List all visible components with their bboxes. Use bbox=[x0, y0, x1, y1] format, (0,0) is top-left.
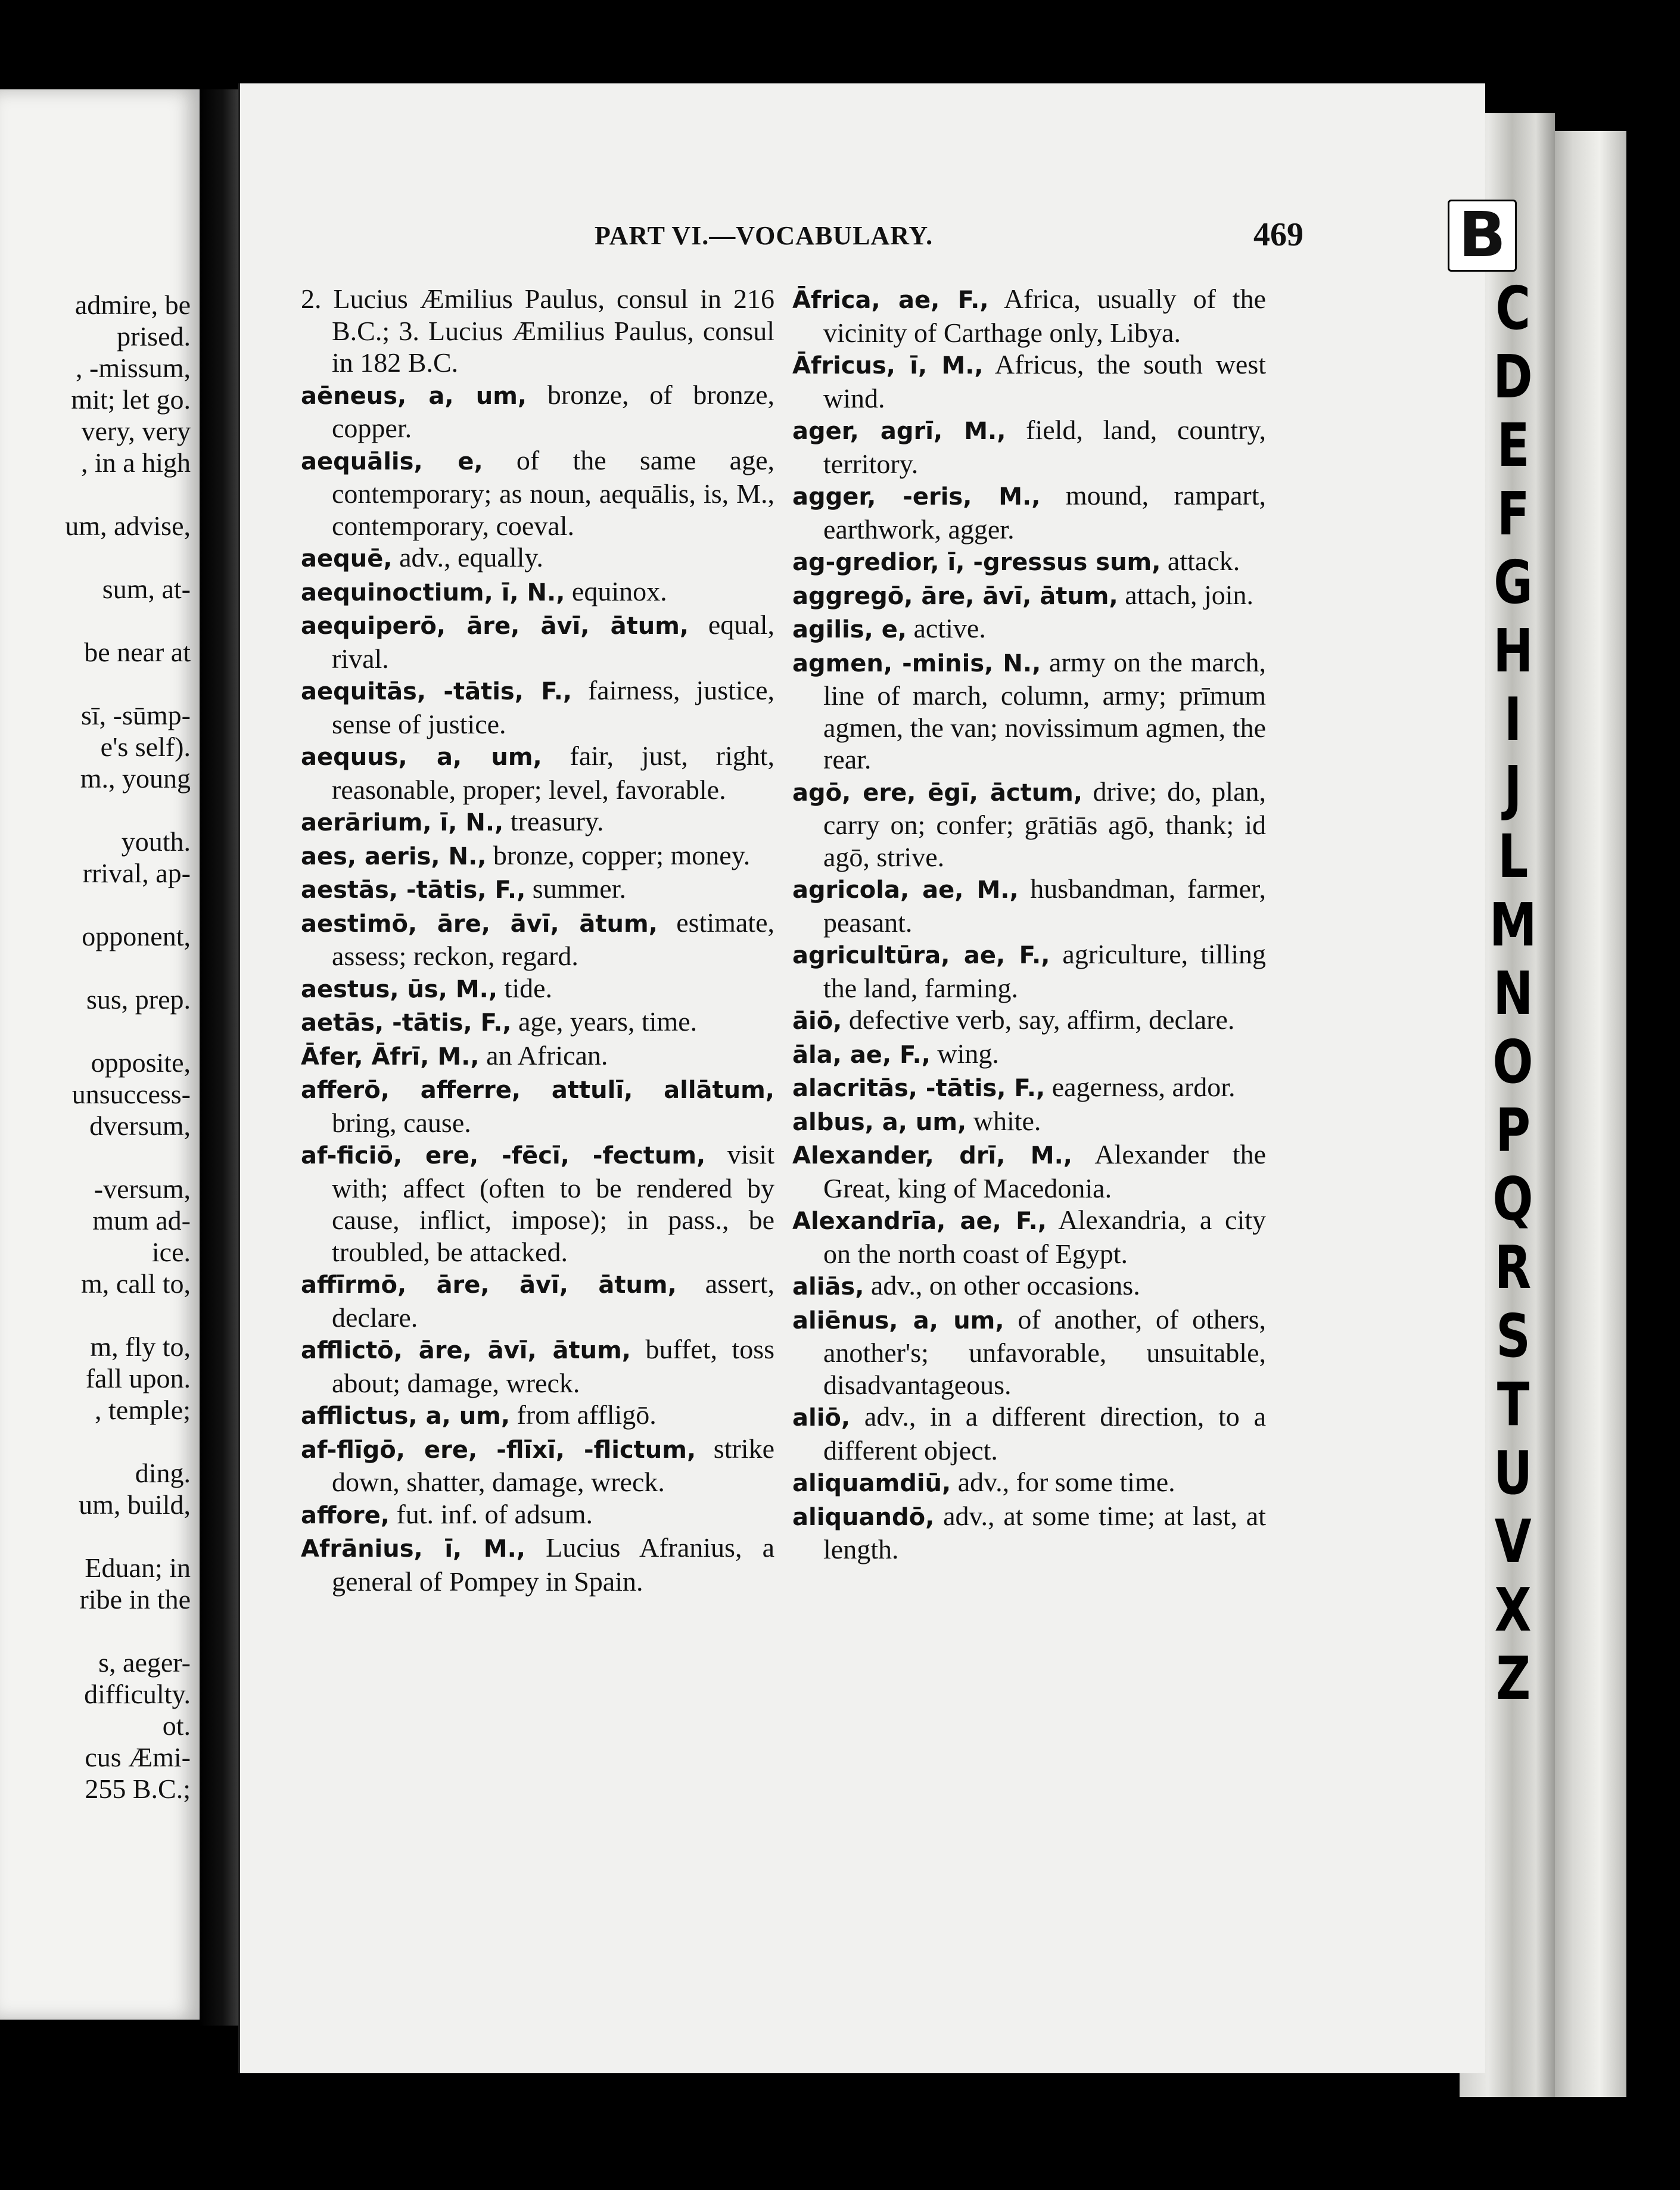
thumb-tab-j[interactable] bbox=[1457, 754, 1570, 822]
header-title: PART VI.—VOCABULARY. bbox=[595, 221, 934, 250]
entry-definition: assert, declare. bbox=[332, 1268, 774, 1333]
entry-headword: alacritās, -tātis, F., bbox=[792, 1075, 1046, 1102]
entry-headword: aestus, ūs, M., bbox=[301, 975, 498, 1003]
left-page-line bbox=[0, 1015, 191, 1047]
entry-headword: af-flīgō, ere, -flīxī, -flictum, bbox=[301, 1436, 696, 1464]
entry-headword: aequē, bbox=[301, 545, 393, 573]
entry-definition: Alexandria, a city on the north coast of Egypt. bbox=[823, 1205, 1267, 1269]
left-page-line: dversum, bbox=[89, 1110, 191, 1141]
left-page-line: cus Æmi- bbox=[85, 1742, 191, 1772]
entry-definition: equal, rival. bbox=[332, 609, 774, 674]
left-page-line: Eduan; in bbox=[85, 1553, 191, 1583]
vocab-entry bbox=[301, 907, 774, 972]
entry-headword: Alexandrīa, ae, F., bbox=[792, 1208, 1047, 1235]
vocab-entry bbox=[792, 283, 1266, 349]
left-page-line: sī, -sūmp- bbox=[81, 700, 191, 730]
entry-headword: agricola, ae, M., bbox=[792, 876, 1019, 904]
entry-headword: agger, -eris, M., bbox=[792, 483, 1041, 511]
vocab-entry bbox=[792, 1270, 1266, 1304]
left-page-line: mum ad- bbox=[92, 1205, 191, 1236]
entry-definition: attach, join. bbox=[1125, 579, 1254, 610]
entry-definition: estimate, assess; reckon, regard. bbox=[332, 907, 775, 971]
thumb-tab-x[interactable] bbox=[1457, 1576, 1570, 1644]
entry-definition: of the same age, contemporary; as noun, aequālis, is, M., contemporary, coeval. bbox=[332, 444, 775, 541]
entry-definition: adv., at some time; at last, at length. bbox=[823, 1500, 1266, 1564]
vocab-entry bbox=[301, 1268, 774, 1333]
thumb-tab-h[interactable] bbox=[1457, 617, 1570, 685]
vocab-entry bbox=[301, 839, 774, 873]
thumb-tab-letter: T bbox=[1497, 1370, 1530, 1439]
vocab-entry bbox=[301, 1433, 774, 1498]
entry-headword: aliquamdiū, bbox=[792, 1470, 951, 1497]
left-page-line: be near at bbox=[84, 637, 191, 667]
vocab-entry bbox=[301, 1498, 774, 1532]
vocab-entry bbox=[792, 1004, 1266, 1038]
entry-headword: aequitās, -tātis, F., bbox=[301, 678, 573, 705]
entry-definition: summer. bbox=[532, 873, 626, 904]
left-page-line: , -missum, bbox=[76, 353, 191, 383]
left-page-line: sus, prep. bbox=[86, 984, 191, 1015]
entry-headword: aetās, -tātis, F., bbox=[301, 1009, 512, 1037]
entry-headword: aequiperō, āre, āvī, ātum, bbox=[301, 612, 689, 640]
vocab-entry bbox=[301, 1333, 774, 1399]
left-page-line: ribe in the bbox=[79, 1584, 191, 1614]
entry-headword: Alexander, drī, M., bbox=[792, 1142, 1072, 1169]
entry-definition: visit with; affect (often to be rendered by cause, inflict, impose); in pass., be troubled, be attacked. bbox=[332, 1139, 774, 1267]
thumb-tab-letter: Z bbox=[1495, 1644, 1530, 1713]
left-page-line bbox=[0, 1520, 191, 1552]
left-page-line: m, call to, bbox=[81, 1268, 191, 1299]
entry-definition: Lucius Afranius, a general of Pompey in Spain. bbox=[332, 1532, 775, 1597]
entry-definition: wing. bbox=[937, 1038, 999, 1069]
left-page-line: prised. bbox=[117, 321, 191, 351]
left-page-line: m., young bbox=[80, 763, 191, 794]
thumb-tab-letter: M bbox=[1489, 890, 1537, 960]
thumb-tab-letter: P bbox=[1495, 1096, 1531, 1165]
page-number: 469 bbox=[1253, 216, 1303, 253]
entry-definition: strike down, shatter, damage, wreck. bbox=[332, 1433, 774, 1497]
entry-headword: Āfrica, ae, F., bbox=[792, 287, 989, 314]
thumb-tab-r[interactable] bbox=[1457, 1233, 1570, 1302]
vocab-entry bbox=[301, 1399, 774, 1433]
entry-definition: army on the march, line of march, column, army; prīmum agmen, the van; novissimum agmen, the rear. bbox=[823, 646, 1266, 774]
vocab-entry bbox=[792, 1038, 1266, 1072]
thumb-tab-e[interactable] bbox=[1457, 411, 1570, 480]
thumb-tab-letter: I bbox=[1504, 685, 1522, 754]
left-page-line: fall upon. bbox=[85, 1363, 191, 1393]
vocab-entry bbox=[301, 283, 774, 379]
thumb-tab-letter: O bbox=[1492, 1027, 1533, 1097]
entry-definition: field, land, country, territory. bbox=[823, 415, 1266, 479]
vocab-entry bbox=[301, 542, 774, 576]
vocab-entry bbox=[301, 1040, 774, 1074]
entry-definition: from affligō. bbox=[517, 1399, 657, 1430]
vocab-entry bbox=[301, 1532, 774, 1597]
running-header bbox=[595, 216, 1303, 256]
entry-definition: fair, just, right, reasonable, proper; level, favorable. bbox=[332, 741, 774, 805]
entry-definition: active. bbox=[913, 613, 986, 643]
thumb-tab-letter: F bbox=[1497, 479, 1530, 549]
thumb-tab-n[interactable] bbox=[1457, 959, 1570, 1028]
left-page bbox=[0, 89, 200, 2020]
left-page-line: mit; let go. bbox=[71, 384, 191, 415]
entry-headword: af-ficiō, ere, -fēcī, -fectum, bbox=[301, 1142, 706, 1169]
entry-headword: Āfer, Āfrī, M., bbox=[301, 1043, 480, 1071]
entry-headword: albus, a, um, bbox=[792, 1108, 967, 1136]
thumb-tab-letter: Q bbox=[1492, 1164, 1533, 1234]
left-page-line: opponent, bbox=[82, 921, 191, 951]
entry-definition: treasury. bbox=[510, 806, 604, 836]
vocab-entry bbox=[301, 1073, 774, 1138]
left-page-line bbox=[0, 1615, 191, 1647]
thumb-tab-letter: U bbox=[1494, 1438, 1533, 1508]
entry-definition: eagerness, ardor. bbox=[1051, 1072, 1236, 1102]
vocab-column-right bbox=[792, 283, 1266, 1566]
vocab-entry bbox=[301, 972, 774, 1006]
entry-headword: agilis, e, bbox=[792, 616, 907, 643]
left-page-line: ice. bbox=[151, 1237, 191, 1267]
thumb-tab-f[interactable] bbox=[1457, 480, 1570, 548]
vocab-entry bbox=[301, 805, 774, 839]
left-page-line: , temple; bbox=[95, 1395, 191, 1425]
vocab-entry bbox=[792, 1500, 1266, 1566]
entry-headword: aggregō, āre, āvī, ātum, bbox=[792, 582, 1118, 610]
entry-headword: aes, aeris, N., bbox=[301, 842, 487, 870]
entry-definition: tide. bbox=[504, 972, 553, 1003]
vocab-entry bbox=[301, 444, 774, 542]
entry-definition: 2. Lucius Æmilius Paulus, consul in 216 B.C.; 3. Lucius Æmilius Paulus, consul in 182 B.C. bbox=[301, 284, 774, 378]
left-page-line bbox=[0, 1141, 191, 1173]
entry-headword: aequinoctium, ī, N., bbox=[301, 578, 565, 606]
thumb-tab-i[interactable] bbox=[1457, 685, 1570, 754]
entry-headword: aestimō, āre, āvī, ātum, bbox=[301, 910, 658, 938]
vocab-entry bbox=[792, 1204, 1266, 1270]
entry-headword: aēneus, a, um, bbox=[301, 382, 527, 410]
left-page-line bbox=[0, 1299, 191, 1331]
entry-headword: Afrānius, ī, M., bbox=[301, 1535, 526, 1563]
left-page-line: rrival, ap- bbox=[82, 858, 191, 888]
entry-definition: adv., on other occasions. bbox=[870, 1270, 1140, 1301]
entry-headword: affīrmō, āre, āvī, ātum, bbox=[301, 1271, 677, 1299]
entry-definition: of another, of others, another's; unfavorable, unsuitable, disadvantageous. bbox=[823, 1304, 1266, 1400]
entry-headword: aliēnus, a, um, bbox=[792, 1306, 1004, 1334]
thumb-tab-o[interactable] bbox=[1457, 1028, 1570, 1096]
thumb-tab-letter: X bbox=[1495, 1575, 1532, 1645]
vocab-entry bbox=[301, 1138, 774, 1268]
left-page-line: m, fly to, bbox=[90, 1332, 191, 1362]
entry-definition: fairness, justice, sense of justice. bbox=[332, 675, 774, 739]
thumb-tab-letter: D bbox=[1493, 342, 1533, 412]
entry-headword: aequus, a, um, bbox=[301, 744, 542, 771]
vocab-entry bbox=[301, 674, 774, 740]
left-page-line: -versum, bbox=[94, 1174, 191, 1204]
entry-headword: aestās, -tātis, F., bbox=[301, 876, 526, 904]
entry-definition: defective verb, say, affirm, declare. bbox=[848, 1004, 1235, 1035]
vocab-entry bbox=[792, 1071, 1266, 1105]
entry-definition: buffet, toss about; damage, wreck. bbox=[332, 1334, 775, 1398]
left-page-line: opposite, bbox=[91, 1047, 191, 1078]
entry-definition: an African. bbox=[486, 1040, 608, 1071]
entry-definition: bronze, of bronze, copper. bbox=[332, 379, 775, 443]
entry-headword: aliquandō, bbox=[792, 1503, 935, 1531]
vocab-entry bbox=[792, 579, 1266, 613]
entry-definition: age, years, time. bbox=[518, 1006, 698, 1037]
left-page-line: youth. bbox=[121, 826, 191, 857]
vocab-entry bbox=[792, 1138, 1266, 1204]
thumb-tab-d[interactable] bbox=[1457, 343, 1570, 411]
entry-headword: Āfricus, ī, M., bbox=[792, 352, 984, 379]
entry-headword: aliō, bbox=[792, 1404, 851, 1432]
vocab-entry bbox=[792, 1466, 1266, 1500]
entry-definition: fut. inf. of adsum. bbox=[396, 1498, 593, 1529]
left-page-line: sum, at- bbox=[102, 574, 191, 604]
entry-definition: adv., for some time. bbox=[957, 1467, 1175, 1497]
vocab-entry bbox=[792, 776, 1266, 873]
entry-definition: Africa, usually of the vicinity of Carthage only, Libya. bbox=[823, 284, 1266, 348]
thumb-tab-b[interactable]: B bbox=[1448, 200, 1517, 272]
entry-definition: attack. bbox=[1167, 546, 1240, 576]
thumb-index bbox=[1457, 274, 1570, 1713]
entry-definition: Africus, the south west wind. bbox=[823, 349, 1267, 413]
entry-headword: aliās, bbox=[792, 1273, 864, 1301]
vocab-entry bbox=[792, 414, 1266, 480]
thumb-tab-q[interactable] bbox=[1457, 1165, 1570, 1233]
entry-definition: equinox. bbox=[571, 576, 667, 606]
entry-definition: adv., in a different direction, to a different object. bbox=[823, 1401, 1266, 1466]
vocab-column-left bbox=[301, 283, 774, 1597]
left-page-line bbox=[0, 478, 191, 510]
thumb-tab-letter: R bbox=[1495, 1233, 1532, 1302]
left-page-line: unsuccess- bbox=[71, 1079, 191, 1109]
vocab-entry bbox=[792, 938, 1266, 1004]
left-page-line: ot. bbox=[162, 1710, 191, 1741]
thumb-tab-letter: J bbox=[1504, 753, 1522, 823]
vocab-entry bbox=[301, 576, 774, 609]
thumb-tab-letter: S bbox=[1496, 1301, 1530, 1371]
thumb-tab-m[interactable] bbox=[1457, 891, 1570, 959]
vocab-entry bbox=[301, 873, 774, 907]
left-page-line: , in a high bbox=[81, 447, 191, 478]
thumb-tab-g[interactable] bbox=[1457, 548, 1570, 617]
left-page-text bbox=[0, 289, 191, 1805]
left-page-line bbox=[0, 668, 191, 699]
left-page-line: ding. bbox=[135, 1458, 191, 1488]
entry-definition: agriculture, tilling the land, farming. bbox=[823, 939, 1266, 1003]
left-page-line: 255 B.C.; bbox=[85, 1774, 191, 1804]
thumb-tab-s[interactable] bbox=[1457, 1302, 1570, 1370]
entry-definition: bronze, copper; money. bbox=[493, 839, 751, 870]
entry-headword: afflictus, a, um, bbox=[301, 1402, 511, 1430]
thumb-tab-z[interactable] bbox=[1457, 1644, 1570, 1713]
entry-headword: āiō, bbox=[792, 1007, 842, 1035]
thumb-tab-v[interactable] bbox=[1457, 1507, 1570, 1576]
left-page-line: e's self). bbox=[100, 732, 191, 762]
left-page-line bbox=[0, 1426, 191, 1457]
left-page-line: admire, be bbox=[74, 290, 191, 320]
left-page-line: very, very bbox=[81, 416, 191, 446]
thumb-tab-u[interactable] bbox=[1457, 1439, 1570, 1507]
thumb-tab-letter: L bbox=[1498, 822, 1529, 891]
entry-headword: afferō, afferre, attulī, allātum, bbox=[301, 1077, 774, 1104]
left-page-line: um, advise, bbox=[65, 511, 191, 541]
left-page-line bbox=[0, 542, 191, 573]
thumb-tab-letter: N bbox=[1493, 959, 1533, 1028]
vocab-entry bbox=[792, 1304, 1266, 1401]
entry-headword: aequālis, e, bbox=[301, 447, 483, 475]
left-page-line bbox=[0, 952, 191, 984]
entry-headword: agmen, -minis, N., bbox=[792, 649, 1041, 677]
thumb-tab-c[interactable] bbox=[1457, 274, 1570, 343]
vocab-entry bbox=[301, 379, 774, 444]
entry-definition: adv., equally. bbox=[399, 542, 543, 573]
entry-headword: affore, bbox=[301, 1501, 390, 1529]
entry-definition: mound, rampart, earthwork, agger. bbox=[823, 480, 1267, 545]
vocab-entry bbox=[301, 740, 774, 805]
thumb-tab-t[interactable] bbox=[1457, 1370, 1570, 1439]
entry-headword: agricultūra, ae, F., bbox=[792, 942, 1050, 969]
left-page-line: difficulty. bbox=[84, 1679, 191, 1709]
left-page-line: s, aeger- bbox=[98, 1647, 191, 1678]
left-page-line bbox=[0, 605, 191, 636]
vocab-entry bbox=[792, 646, 1266, 776]
vocab-entry bbox=[792, 480, 1266, 545]
left-page-line: um, build, bbox=[79, 1489, 191, 1520]
entry-definition: Alexander the Great, king of Macedonia. bbox=[823, 1139, 1266, 1203]
vocab-entry bbox=[792, 612, 1266, 646]
entry-definition: bring, cause. bbox=[332, 1107, 471, 1138]
entry-headword: aerārium, ī, N., bbox=[301, 809, 504, 836]
entry-definition: drive; do, plan, carry on; confer; grātiās agō, thank; id agō, strive. bbox=[823, 776, 1266, 872]
vocab-entry bbox=[792, 1105, 1266, 1139]
thumb-tab-l[interactable] bbox=[1457, 822, 1570, 891]
entry-definition: husbandman, farmer, peasant. bbox=[823, 873, 1267, 938]
thumb-tab-p[interactable] bbox=[1457, 1096, 1570, 1165]
vocab-entry bbox=[792, 349, 1266, 414]
entry-headword: ag-gredior, ī, -gressus sum, bbox=[792, 549, 1161, 576]
vocab-entry bbox=[792, 545, 1266, 579]
thumb-tab-letter: H bbox=[1493, 616, 1533, 686]
entry-definition: white. bbox=[973, 1105, 1041, 1136]
thumb-tab-letter: G bbox=[1494, 548, 1533, 617]
thumb-tab-letter: C bbox=[1495, 273, 1531, 343]
left-page-line bbox=[0, 794, 191, 826]
vocab-entry bbox=[792, 873, 1266, 938]
entry-headword: ager, agrī, M., bbox=[792, 418, 1006, 445]
entry-headword: afflictō, āre, āvī, ātum, bbox=[301, 1337, 631, 1364]
thumb-tab-letter: E bbox=[1497, 410, 1530, 480]
entry-headword: agō, ere, ēgī, āctum, bbox=[792, 779, 1083, 807]
left-page-line bbox=[0, 889, 191, 920]
vocab-entry bbox=[301, 1006, 774, 1040]
vocab-entry bbox=[301, 609, 774, 674]
vocab-entry bbox=[792, 1401, 1266, 1466]
thumb-tab-letter: V bbox=[1495, 1507, 1532, 1576]
entry-headword: āla, ae, F., bbox=[792, 1041, 931, 1069]
